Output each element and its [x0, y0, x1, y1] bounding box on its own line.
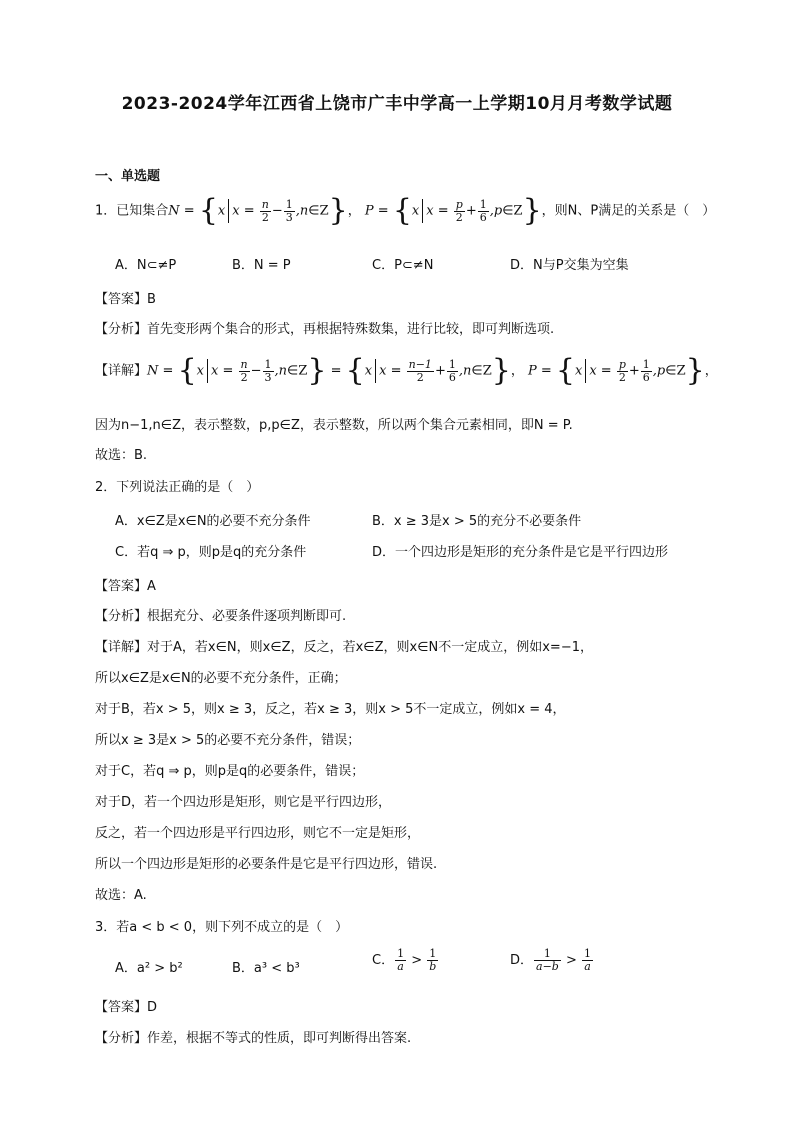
q3-analysis: 【分析】作差，根据不等式的性质，即可判断得出答案.	[95, 1031, 412, 1046]
q3-answer: 【答案】D	[95, 1000, 158, 1015]
q2-option-a: A．x∈Z是x∈N的必要不充分条件	[115, 514, 311, 529]
q1-number: 1．已知集合	[95, 203, 169, 219]
q2-detail-line-5: 对于C，若q ⇒ p，则p是q的必要条件，错误；	[95, 764, 365, 779]
q1-option-d: D．N与P交集为空集	[510, 258, 629, 273]
q1-detail-line-2: 因为n−1,n∈Z，表示整数，p,p∈Z，表示整数，所以两个集合元素相同，即N = P.	[95, 418, 573, 433]
q3-option-c: C． $\frac{1}{a}$ > $\frac{1}{b}$	[372, 947, 437, 973]
q2-option-d: D．一个四边形是矩形的充分条件是它是平行四边形	[372, 545, 669, 560]
q1-detail-line-1: 【详解】N = {x x = $\frac{n}{2}$ − $\frac{1}{3}$ ,n∈Z} = {x x = $\frac{n-1}{2}$ + $\frac{1}{6}$ ,n∈Z}， P = {x x = $\frac{p}{2}$ + $\frac{1}{6}$ ,p∈Z}，	[95, 353, 718, 388]
q2-detail-line-3: 对于B，若x > 5，则x ≥ 3，反之，若x ≥ 3，则x > 5不一定成立，例如x = 4，	[95, 702, 566, 717]
q2-answer: 【答案】A	[95, 579, 156, 594]
q2-detail-line-7: 反之，若一个四边形是平行四边形，则它不一定是矩形，	[95, 826, 421, 841]
q2-detail-line-6: 对于D，若一个四边形是矩形，则它是平行四边形，	[95, 795, 392, 810]
q3-option-b: B．a³ < b³	[232, 961, 300, 976]
page-title: 2023-2024学年江西省上饶市广丰中学高一上学期10月月考数学试题	[121, 94, 673, 114]
q3-option-a: A．a² > b²	[115, 961, 183, 976]
q2-detail-line-4: 所以x ≥ 3是x > 5的必要不充分条件，错误；	[95, 733, 361, 748]
q2-detail-line-1: 【详解】对于A，若x∈N，则x∈Z，反之，若x∈Z，则x∈N不一定成立，例如x=−1，	[95, 640, 593, 655]
question-1-stem: 1．已知集合N = {x x = $\frac{n}{2}$ − $\frac{1}{3}$ ,n∈Z}， P = {x x = $\frac{p}{2}$ + $\frac{1}{6}$ ,p∈Z}，则N、P满足的关系是（ ）	[95, 193, 716, 228]
q2-analysis: 【分析】根据充分、必要条件逐项判断即可.	[95, 609, 347, 624]
q1-option-b: B．N = P	[232, 258, 291, 273]
q2-option-b: B．x ≥ 3是x > 5的充分不必要条件	[372, 514, 582, 529]
q1-answer: 【答案】B	[95, 292, 156, 307]
q2-detail-line-2: 所以x∈Z是x∈N的必要不充分条件，正确；	[95, 671, 347, 686]
section-heading: 一、单选题	[95, 169, 161, 184]
q2-detail-line-8: 所以一个四边形是矩形的必要条件是它是平行四边形，错误.	[95, 857, 438, 872]
q1-option-c: C．P⊂≠N	[372, 258, 434, 273]
q3-option-d: D． $\frac{1}{a-b}$ > $\frac{1}{a}$	[510, 947, 592, 973]
q1-option-a: A．N⊂≠P	[115, 258, 177, 273]
question-3-stem: 3．若a < b < 0，则下列不成立的是（ ）	[95, 920, 349, 935]
q1-analysis: 【分析】首先变形两个集合的形式，再根据特殊数集，进行比较，即可判断选项.	[95, 322, 555, 337]
q2-option-c: C．若q ⇒ p，则p是q的充分条件	[115, 545, 307, 560]
q2-choose: 故选：A.	[95, 888, 147, 903]
q1-choose: 故选：B.	[95, 448, 148, 463]
q1-stem-tail: ，则N、P满足的关系是（ ）	[541, 203, 716, 219]
question-2-stem: 2．下列说法正确的是（ ）	[95, 480, 260, 495]
